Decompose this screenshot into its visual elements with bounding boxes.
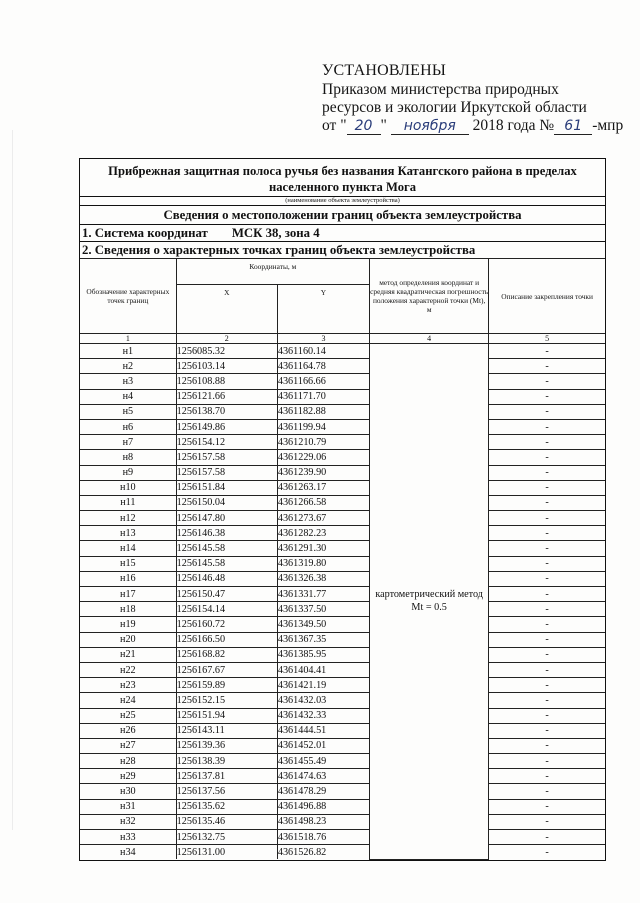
x-coordinate-cell: 1256150.47 [176, 587, 277, 602]
table-row [80, 678, 605, 693]
x-coordinate-cell: 1256157.58 [176, 450, 277, 465]
fixing-description-cell: - [489, 678, 605, 693]
point-name-cell: н28 [80, 754, 176, 769]
fixing-description-cell: - [489, 647, 605, 662]
table-row [80, 359, 605, 374]
fixing-description-cell: - [489, 845, 605, 860]
table-row [80, 662, 605, 677]
approval-order-line-2: ресурсов и экологии Иркутской области [322, 99, 587, 116]
column-number-row [80, 334, 605, 344]
x-coordinate-cell: 1256108.88 [176, 374, 277, 389]
y-coordinate-cell: 4361164.78 [277, 359, 369, 374]
y-coordinate-cell: 4361166.66 [277, 374, 369, 389]
header-x: X [176, 285, 277, 334]
x-coordinate-cell: 1256146.38 [176, 526, 277, 541]
table-row [80, 830, 605, 845]
y-coordinate-cell: 4361432.33 [277, 708, 369, 723]
fixing-description-cell: - [489, 799, 605, 814]
x-coordinate-cell: 1256085.32 [176, 344, 277, 359]
date-day-field [347, 118, 381, 135]
y-coordinate-cell: 4361498.23 [277, 814, 369, 829]
column-number: 3 [277, 334, 369, 344]
y-coordinate-cell: 4361319.80 [277, 556, 369, 571]
y-coordinate-cell: 4361452.01 [277, 738, 369, 753]
x-coordinate-cell: 1256132.75 [176, 830, 277, 845]
y-coordinate-cell: 4361478.29 [277, 784, 369, 799]
column-number: 1 [80, 334, 176, 344]
point-name-cell: н7 [80, 435, 176, 450]
fixing-description-cell: - [489, 480, 605, 495]
y-coordinate-cell: 4361349.50 [277, 617, 369, 632]
point-name-cell: н1 [80, 344, 176, 359]
fixing-description-cell: - [489, 754, 605, 769]
x-coordinate-cell: 1256147.80 [176, 511, 277, 526]
table-row [80, 435, 605, 450]
table-row [80, 617, 605, 632]
table-row [80, 814, 605, 829]
point-name-cell: н27 [80, 738, 176, 753]
coordinate-system-label: 1. Система координат [82, 226, 208, 240]
x-coordinate-cell: 1256160.72 [176, 617, 277, 632]
point-name-cell: н29 [80, 769, 176, 784]
point-name-cell: н11 [80, 495, 176, 510]
point-name-cell: н32 [80, 814, 176, 829]
table-row [80, 647, 605, 662]
approval-date-line [322, 117, 632, 135]
x-coordinate-cell: 1256151.84 [176, 480, 277, 495]
x-coordinate-cell: 1256166.50 [176, 632, 277, 647]
y-coordinate-cell: 4361496.88 [277, 799, 369, 814]
point-name-cell: н18 [80, 602, 176, 617]
header-point-name: Обозначение характерных точек границ [80, 259, 176, 334]
scan-edge-line [12, 130, 13, 830]
point-name-cell: н22 [80, 662, 176, 677]
fixing-description-cell: - [489, 738, 605, 753]
column-number: 2 [176, 334, 277, 344]
fixing-description-cell: - [489, 769, 605, 784]
point-name-cell: н9 [80, 465, 176, 480]
fixing-description-cell: - [489, 602, 605, 617]
table-row [80, 632, 605, 647]
fixing-description-cell: - [489, 830, 605, 845]
handwritten-month: ноября [403, 118, 456, 134]
table-row [80, 526, 605, 541]
column-number: 5 [489, 334, 605, 344]
x-coordinate-cell: 1256135.46 [176, 814, 277, 829]
point-name-cell: н20 [80, 632, 176, 647]
y-coordinate-cell: 4361239.90 [277, 465, 369, 480]
date-quote: " [380, 117, 391, 134]
fixing-description-cell: - [489, 389, 605, 404]
fixing-description-cell: - [489, 723, 605, 738]
table-row [80, 419, 605, 434]
y-coordinate-cell: 4361404.41 [277, 662, 369, 677]
date-year: 2018 года № [468, 117, 555, 134]
table-row [80, 571, 605, 586]
x-coordinate-cell: 1256103.14 [176, 359, 277, 374]
fixing-description-cell: - [489, 495, 605, 510]
order-suffix: -мпр [592, 117, 624, 134]
header-method: метод определения координат и средняя квадратическая погрешность положения характерной точки (Mt), м [370, 259, 489, 334]
y-coordinate-cell: 4361337.50 [277, 602, 369, 617]
x-coordinate-cell: 1256139.36 [176, 738, 277, 753]
point-name-cell: н6 [80, 419, 176, 434]
point-name-cell: н31 [80, 799, 176, 814]
table-row [80, 450, 605, 465]
point-name-cell: н4 [80, 389, 176, 404]
coordinate-system-value: МСК 38, зона 4 [231, 226, 320, 240]
table-row [80, 708, 605, 723]
x-coordinate-cell: 1256159.89 [176, 678, 277, 693]
handwritten-day: 20 [354, 118, 373, 134]
fixing-description-cell: - [489, 526, 605, 541]
fixing-description-cell: - [489, 359, 605, 374]
table-row [80, 799, 605, 814]
table-row [80, 587, 605, 602]
point-name-cell: н23 [80, 678, 176, 693]
table-row [80, 556, 605, 571]
fixing-description-cell: - [489, 708, 605, 723]
x-coordinate-cell: 1256138.39 [176, 754, 277, 769]
table-row [80, 738, 605, 753]
y-coordinate-cell: 4361518.76 [277, 830, 369, 845]
section-title: Сведения о местоположении границ объекта землеустройства [80, 207, 605, 225]
y-coordinate-cell: 4361199.94 [277, 419, 369, 434]
point-name-cell: н12 [80, 511, 176, 526]
fixing-description-cell: - [489, 784, 605, 799]
column-number: 4 [370, 334, 489, 344]
table-row [80, 693, 605, 708]
point-name-cell: н30 [80, 784, 176, 799]
x-coordinate-cell: 1256138.70 [176, 404, 277, 419]
date-month-field [391, 118, 469, 135]
table-row [80, 769, 605, 784]
point-name-cell: н24 [80, 693, 176, 708]
boundary-points-table [80, 258, 605, 860]
y-coordinate-cell: 4361291.30 [277, 541, 369, 556]
table-row [80, 754, 605, 769]
fixing-description-cell: - [489, 662, 605, 677]
x-coordinate-cell: 1256151.94 [176, 708, 277, 723]
header-description: Описание закрепления точки [489, 259, 605, 334]
y-coordinate-cell: 4361331.77 [277, 587, 369, 602]
y-coordinate-cell: 4361160.14 [277, 344, 369, 359]
approval-order-line-1: Приказом министерства природных [322, 81, 559, 98]
y-coordinate-cell: 4361229.06 [277, 450, 369, 465]
point-name-cell: н2 [80, 359, 176, 374]
x-coordinate-cell: 1256137.81 [176, 769, 277, 784]
y-coordinate-cell: 4361444.51 [277, 723, 369, 738]
y-coordinate-cell: 4361263.17 [277, 480, 369, 495]
point-name-cell: н19 [80, 617, 176, 632]
fixing-description-cell: - [489, 404, 605, 419]
x-coordinate-cell: 1256131.00 [176, 845, 277, 860]
boundary-document [79, 158, 606, 861]
point-name-cell: н10 [80, 480, 176, 495]
y-coordinate-cell: 4361210.79 [277, 435, 369, 450]
x-coordinate-cell: 1256146.48 [176, 571, 277, 586]
x-coordinate-cell: 1256145.58 [176, 556, 277, 571]
fixing-description-cell: - [489, 617, 605, 632]
y-coordinate-cell: 4361266.58 [277, 495, 369, 510]
table-row [80, 480, 605, 495]
table-row [80, 541, 605, 556]
method-cell: картометрический метод Mt = 0.5 [370, 344, 489, 860]
fixing-description-cell: - [489, 435, 605, 450]
fixing-description-cell: - [489, 465, 605, 480]
date-prefix: от " [322, 117, 347, 134]
table-row [80, 344, 605, 359]
point-name-cell: н17 [80, 587, 176, 602]
x-coordinate-cell: 1256143.11 [176, 723, 277, 738]
header-coordinates: Координаты, м [176, 259, 369, 285]
x-coordinate-cell: 1256167.67 [176, 662, 277, 677]
table-row [80, 374, 605, 389]
point-name-cell: н26 [80, 723, 176, 738]
x-coordinate-cell: 1256149.86 [176, 419, 277, 434]
approval-stamp [322, 62, 632, 135]
x-coordinate-cell: 1256137.56 [176, 784, 277, 799]
table-row [80, 723, 605, 738]
fixing-description-cell: - [489, 419, 605, 434]
approval-heading: УСТАНОВЛЕНЫ [322, 62, 447, 79]
object-title-caption: (наименование объекта землеустройства) [80, 196, 605, 206]
y-coordinate-cell: 4361385.95 [277, 647, 369, 662]
y-coordinate-cell: 4361282.23 [277, 526, 369, 541]
point-name-cell: н13 [80, 526, 176, 541]
coordinate-system-row [80, 225, 605, 242]
fixing-description-cell: - [489, 693, 605, 708]
x-coordinate-cell: 1256157.58 [176, 465, 277, 480]
y-coordinate-cell: 4361182.88 [277, 404, 369, 419]
y-coordinate-cell: 4361171.70 [277, 389, 369, 404]
y-coordinate-cell: 4361273.67 [277, 511, 369, 526]
table-row [80, 602, 605, 617]
point-name-cell: н3 [80, 374, 176, 389]
x-coordinate-cell: 1256145.58 [176, 541, 277, 556]
table-row [80, 511, 605, 526]
table-row [80, 495, 605, 510]
point-name-cell: н21 [80, 647, 176, 662]
order-number-field [554, 118, 592, 135]
point-name-cell: н34 [80, 845, 176, 860]
fixing-description-cell: - [489, 556, 605, 571]
y-coordinate-cell: 4361526.82 [277, 845, 369, 860]
object-title: Прибрежная защитная полоса ручья без названия Катангского района в пределах населенного пункта Мога [80, 159, 605, 197]
fixing-description-cell: - [489, 450, 605, 465]
fixing-description-cell: - [489, 571, 605, 586]
point-name-cell: н5 [80, 404, 176, 419]
point-name-cell: н25 [80, 708, 176, 723]
table-row [80, 465, 605, 480]
x-coordinate-cell: 1256150.04 [176, 495, 277, 510]
y-coordinate-cell: 4361367.35 [277, 632, 369, 647]
x-coordinate-cell: 1256135.62 [176, 799, 277, 814]
point-name-cell: н8 [80, 450, 176, 465]
table-row [80, 389, 605, 404]
y-coordinate-cell: 4361455.49 [277, 754, 369, 769]
fixing-description-cell: - [489, 632, 605, 647]
x-coordinate-cell: 1256154.14 [176, 602, 277, 617]
y-coordinate-cell: 4361474.63 [277, 769, 369, 784]
fixing-description-cell: - [489, 374, 605, 389]
fixing-description-cell: - [489, 511, 605, 526]
point-name-cell: н14 [80, 541, 176, 556]
point-name-cell: н15 [80, 556, 176, 571]
point-name-cell: н16 [80, 571, 176, 586]
y-coordinate-cell: 4361421.19 [277, 678, 369, 693]
handwritten-order-number: 61 [564, 118, 583, 134]
fixing-description-cell: - [489, 587, 605, 602]
points-heading: 2. Сведения о характерных точках границ объекта землеустройства [82, 243, 476, 257]
table-row [80, 845, 605, 860]
header-y: Y [277, 285, 369, 334]
x-coordinate-cell: 1256152.15 [176, 693, 277, 708]
x-coordinate-cell: 1256121.66 [176, 389, 277, 404]
table-row [80, 404, 605, 419]
y-coordinate-cell: 4361326.38 [277, 571, 369, 586]
x-coordinate-cell: 1256154.12 [176, 435, 277, 450]
table-row [80, 784, 605, 799]
fixing-description-cell: - [489, 344, 605, 359]
x-coordinate-cell: 1256168.82 [176, 647, 277, 662]
fixing-description-cell: - [489, 541, 605, 556]
fixing-description-cell: - [489, 814, 605, 829]
y-coordinate-cell: 4361432.03 [277, 693, 369, 708]
point-name-cell: н33 [80, 830, 176, 845]
